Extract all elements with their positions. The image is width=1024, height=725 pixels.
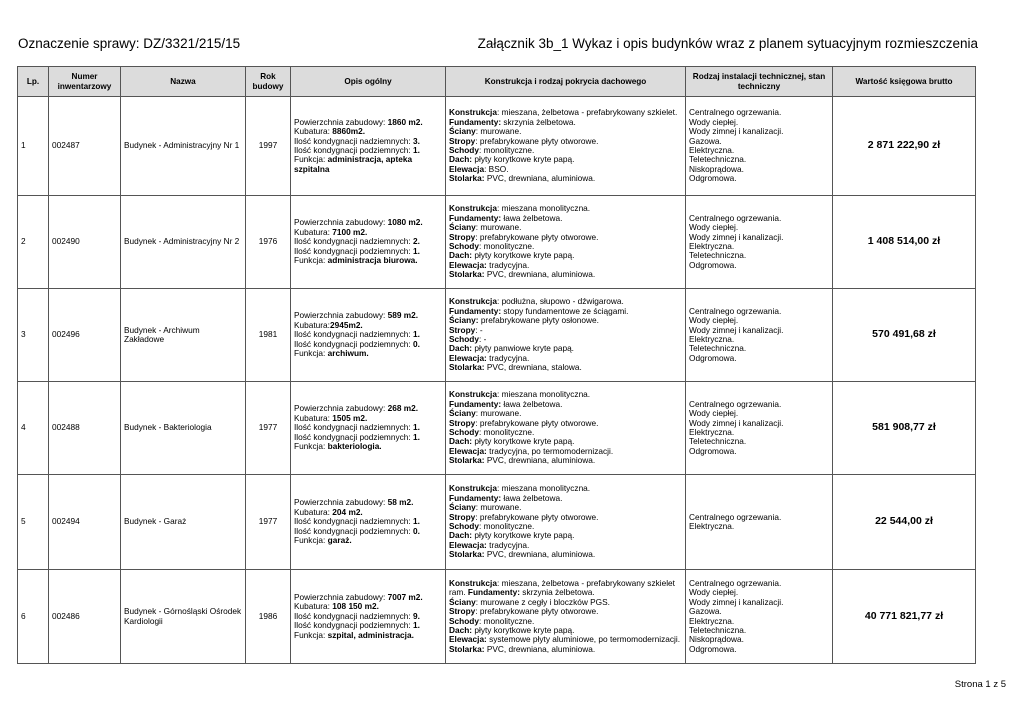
description-value: 9. [412,610,420,621]
description-label: Kubatura: [294,601,333,612]
description-value: 0. [412,338,420,349]
construction-label: Konstrukcja [449,203,497,214]
construction-text: : prefabrykowane płyty otworowe. [475,231,599,242]
installation-item: Elektryczna. [689,145,735,155]
construction-line [449,174,682,183]
case-number: Oznaczenie sprawy: DZ/3321/215/15 [18,36,241,51]
construction-text: : monolityczne. [478,521,535,531]
construction-text: : - [478,334,487,344]
construction-text: : monolityczne. [478,241,535,251]
construction-text: płyty korytkowe kryte papą. [472,530,575,541]
description-label: Funkcja: [294,629,328,640]
description-label: Ilość kondygnacji nadziemnych: [294,236,413,247]
cell-installations [686,382,833,475]
construction-text: : murowane. [475,126,522,137]
header-installations: Rodzaj instalacji technicznej, stan techniczny [686,67,833,97]
cell-general-description [291,289,446,382]
description-label: Kubatura: [294,226,333,237]
construction-text: : mieszana, żelbetowa - prefabrykowany szkielet. [496,107,678,118]
construction-label: Fundamenty: [467,587,520,598]
construction-text: PVC, drewniana, aluminiowa. [484,643,596,654]
cell-name: Budynek - Bakteriologia [121,382,246,475]
header-construction: Konstrukcja i rodzaj pokrycia dachowego [446,67,686,97]
construction-label: Schody [449,334,479,344]
installation-item: Elektryczna. [689,334,735,344]
installation-item: Centralnego ogrzewania. [689,107,782,118]
construction-text: tradycyjna. [486,259,530,270]
description-value: 204 m2. [332,506,363,517]
header-lp: Lp. [18,67,49,97]
installation-item: Wody zimnej i kanalizacji. [689,417,784,428]
description-label: Funkcja: [294,255,328,266]
description-value: garaż. [327,535,352,546]
cell-build-year: 1976 [246,196,291,289]
construction-text: płyty korytkowe kryte papą. [472,250,575,261]
description-value: 589 m2. [387,310,419,321]
installation-item: Teletechniczna. [689,250,747,261]
construction-label: Fundamenty: [449,116,502,127]
description-label: Ilość kondygnacji nadziemnych: [294,422,413,433]
construction-text: płyty korytkowe kryte papą. [472,154,575,165]
description-label: Kubatura: [294,412,333,423]
cell-lp: 3 [18,289,49,382]
description-label: Kubatura: [294,506,333,517]
description-value: 1080 m2. [387,217,423,228]
construction-label: Fundamenty: [449,305,502,316]
construction-label: Elewacja: [449,352,487,363]
description-label: Kubatura: [294,126,333,137]
construction-line [449,550,682,559]
cell-build-year: 1981 [246,289,291,382]
construction-text: : prefabrykowane płyty otworowe. [475,511,599,522]
cell-construction [446,382,686,475]
construction-label: Konstrukcja [449,389,497,400]
installation-item: Wody zimnej i kanalizacji. [689,596,784,607]
description-value: 7100 m2. [332,226,368,237]
description-value: szpital, administracja. [327,629,414,640]
construction-label: Dach: [449,154,473,165]
construction-text: PVC, drewniana, aluminiowa. [484,269,596,280]
installation-item: Wody ciepłej. [689,587,739,598]
construction-label: Stolarka: [449,549,485,560]
description-label: Powierzchnia zabudowy: [294,403,388,414]
construction-label: Stolarka: [449,362,485,373]
table-row [18,97,976,196]
construction-label: Elewacja [449,163,485,174]
installation-item: Centralnego ogrzewania. [689,577,782,588]
construction-label: Stropy [449,231,476,242]
cell-book-value: 2 871 222,90 zł [833,97,976,196]
installation-item: Wody ciepłej. [689,315,739,326]
table-row [18,196,976,289]
construction-text: : mieszana monolityczna. [496,389,591,400]
construction-label: Schody [449,521,479,531]
cell-inventory-number: 002490 [49,196,121,289]
construction-label: Stropy [449,417,476,428]
construction-label: Fundamenty: [449,492,502,503]
description-label: Powierzchnia zabudowy: [294,497,388,508]
description-value: 1. [412,422,420,433]
construction-label: Fundamenty: [449,398,502,409]
construction-text: : mieszana monolityczna. [496,483,591,494]
construction-text: : mieszana, żelbetowa - prefabrykowany szkielet ram. [449,577,675,598]
cell-lp: 2 [18,196,49,289]
description-label: Ilość kondygnacji podziemnych: [294,245,413,256]
construction-line [449,645,682,654]
installation-item: Centralnego ogrzewania. [689,212,782,223]
installation-item: Wody zimnej i kanalizacji. [689,324,784,335]
construction-label: Ściany [449,408,476,419]
installation-item: Niskoprądowa. [689,634,744,645]
description-label: Ilość kondygnacji nadziemnych: [294,610,413,621]
construction-label: Dach: [449,250,473,261]
construction-text: : monolityczne. [478,145,535,155]
construction-label: Konstrukcja [449,296,497,307]
description-value: 268 m2. [387,403,419,414]
document-title: Załącznik 3b_1 Wykaz i opis budynków wraz z planem sytuacyjnym rozmieszczenia [477,36,978,51]
installation-item: Teletechniczna. [689,624,747,635]
cell-installations [686,475,833,570]
header-build-year: Rok budowy [246,67,291,97]
description-label: Ilość kondygnacji podziemnych: [294,338,413,349]
description-value: 1. [412,431,420,442]
construction-text: : BSO. [484,163,509,174]
description-label: Funkcja: [294,154,328,165]
cell-book-value: 581 908,77 zł [833,382,976,475]
description-label: Funkcja: [294,535,328,546]
construction-label: Schody [449,241,479,251]
installation-item: Wody ciepłej. [689,222,739,233]
construction-text: ława żelbetowa. [501,398,563,409]
description-label: Ilość kondygnacji podziemnych: [294,145,413,155]
cell-book-value: 570 491,68 zł [833,289,976,382]
description-value: 1. [412,145,420,155]
cell-build-year: 1977 [246,382,291,475]
installation-item: Wody zimnej i kanalizacji. [689,231,784,242]
installation-item: Centralnego ogrzewania. [689,511,782,522]
cell-general-description [291,382,446,475]
description-value: 2945m2. [329,319,363,330]
description-value: archiwum. [327,348,369,359]
cell-book-value: 22 544,00 zł [833,475,976,570]
cell-inventory-number: 002494 [49,475,121,570]
description-label: Ilość kondygnacji podziemnych: [294,431,413,442]
cell-installations [686,97,833,196]
cell-inventory-number: 002487 [49,97,121,196]
cell-inventory-number: 002496 [49,289,121,382]
construction-label: Konstrukcja [449,483,497,494]
cell-build-year: 1986 [246,570,291,664]
installation-item: Wody ciepłej. [689,116,739,127]
construction-label: Elewacja: [449,634,487,645]
cell-installations [686,289,833,382]
table-row [18,382,976,475]
construction-text: stopy fundamentowe ze ściągami. [501,305,629,316]
construction-text: skrzynia żelbetowa. [501,116,576,127]
description-value: bakteriologia. [327,441,382,452]
description-line [294,155,442,174]
construction-label: Stropy [449,135,476,146]
cell-name: Budynek - Administracyjny Nr 2 [121,196,246,289]
construction-text: : podłużna, słupowo - dźwigarowa. [496,296,624,307]
construction-label: Dach: [449,436,473,447]
cell-name: Budynek - Garaż [121,475,246,570]
description-value: 1. [412,516,420,527]
description-line [294,349,442,358]
cell-book-value: 40 771 821,77 zł [833,570,976,664]
construction-text: PVC, drewniana, aluminiowa. [484,455,596,466]
construction-text: płyty korytkowe kryte papą. [472,436,575,447]
description-value: 1. [412,245,420,256]
construction-line [449,579,682,598]
construction-label: Stropy [449,324,476,335]
construction-text: płyty korytkowe kryte papą. [472,624,575,635]
construction-label: Schody [449,615,479,626]
cell-book-value: 1 408 514,00 zł [833,196,976,289]
construction-text: : - [475,324,483,335]
construction-label: Ściany [449,502,476,513]
construction-text: PVC, drewniana, aluminiowa. [484,549,596,560]
installation-item: Wody zimnej i kanalizacji. [689,126,784,137]
cell-build-year: 1997 [246,97,291,196]
cell-lp: 5 [18,475,49,570]
construction-text: : murowane. [475,502,522,513]
construction-text: : prefabrykowane płyty otworowe. [475,417,599,428]
construction-label: Dach: [449,624,473,635]
construction-text: skrzynia żelbetowa. [520,587,595,598]
cell-general-description [291,97,446,196]
construction-text: płyty panwiowe kryte papą. [472,343,574,354]
header-book-value: Wartość księgowa brutto [833,67,976,97]
cell-general-description [291,570,446,664]
table-header-row [18,67,976,97]
description-label: Kubatura: [294,319,330,330]
description-label: Powierzchnia zabudowy: [294,217,388,228]
construction-label: Stropy [449,511,476,522]
description-value: 8860m2. [332,126,366,137]
description-label: Powierzchnia zabudowy: [294,591,388,602]
installation-item: Odgromowa. [689,259,737,270]
installation-item: Teletechniczna. [689,436,747,447]
cell-construction [446,570,686,664]
description-value: 1860 m2. [387,116,423,127]
installation-item: Elektryczna. [689,615,735,626]
construction-label: Schody [449,145,479,155]
cell-installations [686,196,833,289]
header-inventory-number: Numer inwentarzowy [49,67,121,97]
description-value: administracja biurowa. [327,255,418,266]
construction-text: prefabrykowane płyty osłonowe. [478,315,599,326]
construction-text: ława żelbetowa. [501,492,563,503]
construction-label: Elewacja: [449,259,487,270]
construction-line [449,363,682,372]
description-label: Ilość kondygnacji nadziemnych: [294,135,413,146]
construction-text: PVC, drewniana, stalowa. [484,362,582,373]
page-number: Strona 1 z 5 [954,679,1006,690]
installation-item: Centralnego ogrzewania. [689,305,782,316]
construction-label: Stropy [449,606,476,617]
construction-text: : monolityczne. [478,615,535,626]
construction-text: : prefabrykowane płyty otworowe. [475,135,599,146]
construction-label: Elewacja: [449,445,487,456]
installation-item: Wody ciepłej. [689,408,739,419]
construction-label: Konstrukcja [449,107,497,118]
description-value: 58 m2. [387,497,414,508]
description-value: 3. [412,135,420,146]
construction-text: systemowe płyty aluminiowe, po termomodernizacji. [486,634,681,645]
description-label: Powierzchnia zabudowy: [294,310,388,321]
construction-line [449,270,682,279]
installation-item: Elektryczna. [689,241,735,251]
construction-label: Ściany [449,222,476,233]
installation-item: Elektryczna. [689,521,735,531]
construction-label: Stolarka: [449,643,485,654]
construction-text: tradycyjna. [486,352,530,363]
construction-text: : monolityczne. [478,427,535,437]
construction-label: Stolarka: [449,173,485,184]
description-label: Ilość kondygnacji nadziemnych: [294,329,413,340]
cell-inventory-number: 002486 [49,570,121,664]
header-general-description: Opis ogólny [291,67,446,97]
construction-text: tradycyjna, po termomodernizacji. [486,445,614,456]
construction-line [449,456,682,465]
table-row [18,475,976,570]
installation-item: Gazowa. [689,606,722,617]
installation-item: Odgromowa. [689,445,737,456]
cell-general-description [291,475,446,570]
cell-construction [446,475,686,570]
cell-construction [446,196,686,289]
description-label: Ilość kondygnacji podziemnych: [294,620,413,631]
construction-label: Dach: [449,343,473,354]
description-label: Ilość kondygnacji podziemnych: [294,525,413,536]
table-row [18,570,976,664]
description-label: Funkcja: [294,348,328,359]
cell-name: Budynek - Górnośląski Ośrodek Kardiologii [121,570,246,664]
installation-item: Gazowa. [689,135,722,146]
construction-text: tradycyjna. [486,539,530,550]
cell-lp: 1 [18,97,49,196]
construction-label: Fundamenty: [449,212,502,223]
header-name: Nazwa [121,67,246,97]
cell-build-year: 1977 [246,475,291,570]
cell-general-description [291,196,446,289]
installation-item: Teletechniczna. [689,343,747,354]
description-line [294,536,442,545]
cell-name: Budynek - Administracyjny Nr 1 [121,97,246,196]
description-value: 1505 m2. [332,412,368,423]
description-value: 2. [412,236,420,247]
description-label: Powierzchnia zabudowy: [294,116,388,127]
construction-text: ława żelbetowa. [501,212,563,223]
construction-label: Ściany: [449,315,479,326]
construction-text: PVC, drewniana, aluminiowa. [484,173,596,184]
installation-item: Elektryczna. [689,427,735,437]
construction-text: : murowane. [475,408,522,419]
construction-text: : prefabrykowane płyty otworowe. [475,606,599,617]
construction-label: Stolarka: [449,269,485,280]
cell-lp: 4 [18,382,49,475]
installation-item: Odgromowa. [689,643,737,654]
construction-label: Ściany [449,596,476,607]
description-value: administracja, apteka szpitalna [294,154,413,174]
description-value: 7007 m2. [387,591,423,602]
description-line [294,631,442,640]
installation-item: Odgromowa. [689,352,737,363]
cell-installations [686,570,833,664]
description-value: 0. [412,525,420,536]
construction-label: Dach: [449,530,473,541]
description-line [294,256,442,265]
cell-name: Budynek - Archiwum Zakładowe [121,289,246,382]
cell-construction [446,97,686,196]
construction-text: : murowane. [475,222,522,233]
construction-label: Konstrukcja [449,577,497,588]
installation-item: Centralnego ogrzewania. [689,398,782,409]
construction-label: Schody [449,427,479,437]
construction-label: Elewacja: [449,539,487,550]
description-line [294,442,442,451]
description-value: 108 150 m2. [332,601,379,612]
construction-text: : murowane z cegły i bloczków PGS. [475,596,610,607]
construction-text: : mieszana monolityczna. [496,203,591,214]
table-row [18,289,976,382]
description-label: Funkcja: [294,441,328,452]
construction-line [449,316,682,325]
construction-label: Ściany [449,126,476,137]
description-label: Ilość kondygnacji nadziemnych: [294,516,413,527]
buildings-table [17,66,976,664]
installation-item: Odgromowa. [689,173,737,184]
installation-item: Teletechniczna. [689,154,747,165]
description-value: 1. [412,620,420,631]
cell-construction [446,289,686,382]
description-value: 1. [412,329,420,340]
construction-label: Stolarka: [449,455,485,466]
cell-lp: 6 [18,570,49,664]
cell-inventory-number: 002488 [49,382,121,475]
installation-item: Niskoprądowa. [689,163,744,174]
